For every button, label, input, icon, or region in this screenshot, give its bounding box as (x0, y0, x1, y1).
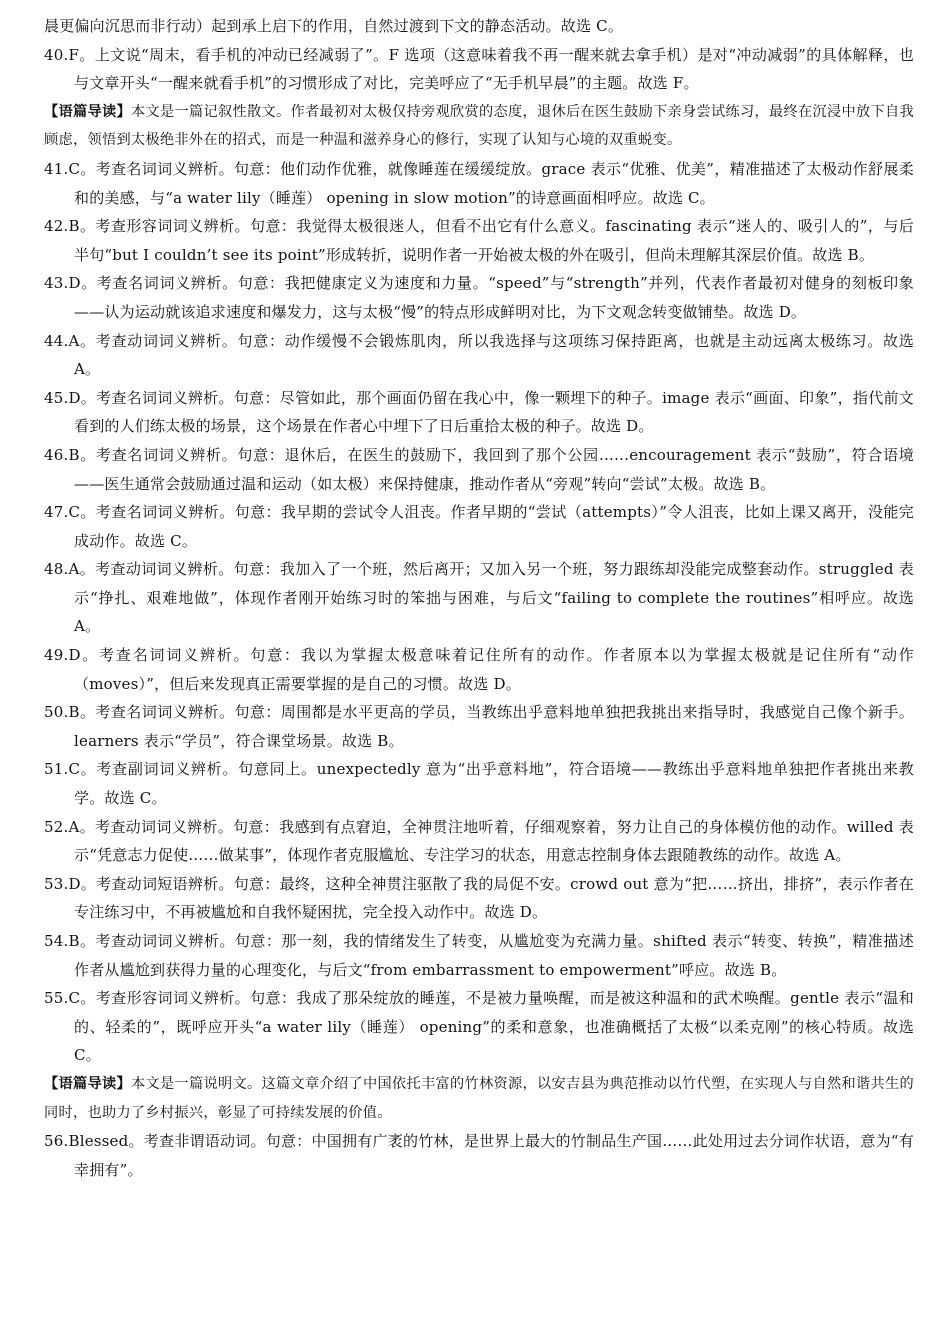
passage-guide (44, 98, 914, 155)
paragraph-text: 晨更偏向沉思而非行动）起到承上启下的作用，自然过渡到下文的静态活动。故选 C。 (44, 17, 624, 35)
answer-item (44, 441, 914, 498)
paragraph-text: D。考查名词词义辨析。句意：尽管如此，那个画面仍留在我心中，像一颗埋下的种子。image 表示“画面、印象”，指代前文看到的人们练太极的场景，这个场景在作者心中埋下了日后重拾太极的种子。故选 D。 (68, 388, 914, 436)
question-number: 54. (44, 932, 69, 950)
answer-item (44, 984, 914, 1070)
paragraph-text: D。考查名词词义辨析。句意：我把健康定义为速度和力量。“speed”与“strength”并列，代表作者最初对健身的刻板印象——认为运动就该追求速度和爆发力，这与太极“慢”的特点形成鲜明对比，为下文观念转变做铺垫。故选 D。 (68, 274, 914, 321)
question-number: 53. (44, 874, 69, 893)
paragraph-text: D。考查动词短语辨析。句意：最终，这种全神贯注驱散了我的局促不安。crowd out 意为“把……挤出，排挤”，表示作者在专注练习中，不再被尴尬和自我怀疑困扰，完全投入动作中。故选 D。 (68, 874, 914, 922)
answer-item (44, 41, 914, 98)
question-number: 51. (44, 760, 69, 779)
answer-item (44, 927, 914, 984)
paragraph-text: D。考查名词词义辨析。句意：我以为掌握太极意味着记住所有的动作。作者原本以为掌握太极就是记住所有“动作（moves）”，但后来发现真正需要掌握的是自己的习惯。故选 D。 (68, 646, 914, 693)
continued-text (44, 12, 914, 41)
paragraph-text: 本文是一篇记叙性散文。作者最初对太极仅持旁观欣赏的态度，退休后在医生鼓励下亲身尝试练习，最终在沉浸中放下自我顾虑，领悟到太极绝非外在的招式，而是一种温和滋养身心的修行，实现了认知与心境的双重蜕变。 (44, 103, 914, 149)
answer-key-document (44, 12, 914, 1184)
question-number: 41. (44, 159, 69, 178)
question-number: 50. (44, 703, 69, 722)
paragraph-text: A。考查动词词义辨析。句意：我感到有点窘迫，全神贯注地听着，仔细观察着，努力让自己的身体模仿他的动作。willed 表示“凭意志力促使……做某事”，体现作者克服尴尬、专注学习的状态，用意志控制身体去跟随教练的动作。故选 A。 (68, 817, 914, 865)
answer-item (44, 1127, 914, 1184)
question-number: 55. (44, 989, 69, 1008)
question-number: 46. (44, 445, 69, 464)
question-number: 44. (44, 331, 69, 350)
question-number: 45. (44, 388, 69, 407)
paragraph-text: F。上文说“周末，看手机的冲动已经减弱了”。F 选项（这意味着我不再一醒来就去拿手机）是对“冲动减弱”的具体解释，也与文章开头“一醒来就看手机”的习惯形成了对比，完美呼应了“无手机早晨”的主题。故选 F。 (68, 45, 914, 93)
paragraph-text: A。考查动词词义辨析。句意：动作缓慢不会锻炼肌肉，所以我选择与这项练习保持距离，也就是主动远离太极练习。故选 A。 (68, 331, 914, 379)
answer-item (44, 384, 914, 441)
paragraph-text: B。考查形容词词义辨析。句意：我觉得太极很迷人，但看不出它有什么意义。fascinating 表示“迷人的、吸引人的”，与后半句“but I couldn’t see its point”形成转折，说明作者一开始被太极的外在吸引，但尚未理解其深层价值。故选 B。 (68, 217, 914, 264)
answer-item (44, 498, 914, 555)
guide-tag: 【语篇导读】 (44, 103, 131, 120)
paragraph-text: 本文是一篇说明文。这篇文章介绍了中国依托丰富的竹林资源，以安吉县为典范推动以竹代塑，在实现人与自然和谐共生的同时，也助力了乡村振兴，彰显了可持续发展的价值。 (44, 1075, 914, 1121)
paragraph-text: A。考查动词词义辨析。句意：我加入了一个班，然后离开；又加入另一个班，努力跟练却没能完成整套动作。struggled 表示“挣扎、艰难地做”，体现作者刚开始练习时的笨拙与困难，与后文“failing to complete the routines”相呼应。故选 A。 (68, 560, 914, 636)
paragraph-text: B。考查名词词义辨析。句意：退休后，在医生的鼓励下，我回到了那个公园……encouragement 表示“鼓励”，符合语境——医生通常会鼓励通过温和运动（如太极）来保持健康，推动作者从“旁观”转向“尝试”太极。故选 B。 (68, 445, 914, 493)
answer-item (44, 269, 914, 326)
answer-item (44, 555, 914, 641)
paragraph-text: C。考查副词词义辨析。句意同上。unexpectedly 意为“出乎意料地”，符合语境——教练出乎意料地单独把作者挑出来教学。故选 C。 (68, 760, 914, 808)
paragraph-text: C。考查形容词词义辨析。句意：我成了那朵绽放的睡莲，不是被力量唤醒，而是被这种温和的武术唤醒。gentle 表示“温和的、轻柔的”，既呼应开头“a water lily（睡莲） opening”的柔和意象，也准确概括了太极“以柔克刚”的核心特质。故选 C。 (68, 989, 914, 1065)
answer-item (44, 212, 914, 269)
question-number: 49. (44, 646, 69, 665)
question-number: 56. (44, 1132, 69, 1151)
paragraph-text: B。考查名词词义辨析。句意：周围都是水平更高的学员，当教练出乎意料地单独把我挑出来指导时，我感觉自己像个新手。learners 表示“学员”，符合课堂场景。故选 B。 (68, 703, 914, 750)
paragraph-text: C。考查名词词义辨析。句意：他们动作优雅，就像睡莲在缓缓绽放。grace 表示“优雅、优美”，精准描述了太极动作舒展柔和的美感，与“a water lily（睡莲） opening in slow motion”的诗意画面相呼应。故选 C。 (68, 159, 914, 207)
answer-item (44, 327, 914, 384)
question-number: 40. (44, 45, 69, 64)
answer-item (44, 698, 914, 755)
answer-item (44, 813, 914, 870)
question-number: 52. (44, 817, 69, 836)
passage-guide (44, 1070, 914, 1127)
paragraph-text: Blessed。考查非谓语动词。句意：中国拥有广袤的竹林，是世界上最大的竹制品生产国……此处用过去分词作状语，意为“有幸拥有”。 (68, 1132, 914, 1179)
question-number: 48. (44, 560, 69, 579)
paragraph-text: B。考查动词词义辨析。句意：那一刻，我的情绪发生了转变，从尴尬变为充满力量。shifted 表示“转变、转换”，精准描述作者从尴尬到获得力量的心理变化，与后文“from embarrassment to empowerment”呼应。故选 B。 (68, 932, 914, 979)
answer-item (44, 870, 914, 927)
guide-tag: 【语篇导读】 (44, 1075, 131, 1092)
answer-item (44, 755, 914, 812)
paragraph-text: C。考查名词词义辨析。句意：我早期的尝试令人沮丧。作者早期的“尝试（attempts）”令人沮丧，比如上课又离开，没能完成动作。故选 C。 (68, 503, 914, 550)
question-number: 47. (44, 503, 69, 522)
question-number: 42. (44, 217, 69, 236)
answer-item (44, 155, 914, 212)
answer-item (44, 641, 914, 698)
question-number: 43. (44, 274, 69, 293)
